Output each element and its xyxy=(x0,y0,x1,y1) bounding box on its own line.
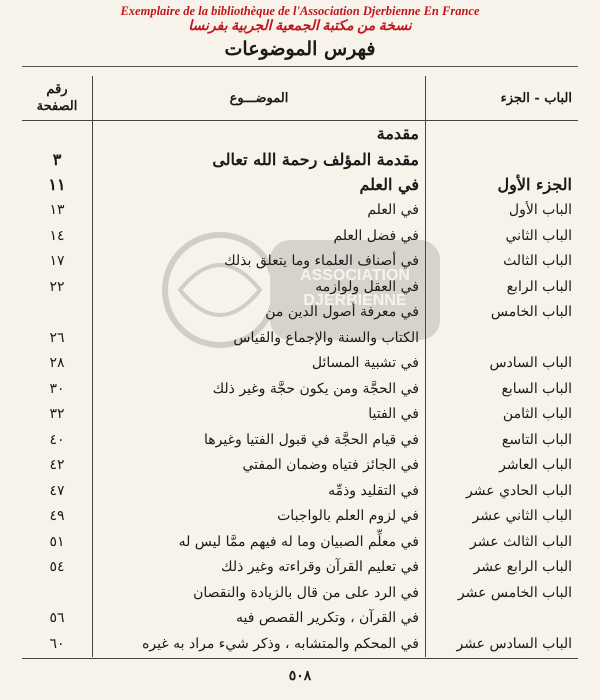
row-part xyxy=(426,325,579,351)
table-row xyxy=(22,427,578,453)
row-topic: في أصناف العلماء وما يتعلق بذلك xyxy=(93,249,426,275)
title-divider xyxy=(22,66,578,67)
table-row xyxy=(22,325,578,351)
header-part: الباب - الجزء xyxy=(426,76,579,121)
row-topic: في لزوم العلم بالواجبات xyxy=(93,504,426,530)
row-part: الباب الثامن xyxy=(502,406,572,423)
row-page xyxy=(22,580,93,606)
row-part: الباب الرابع عشر xyxy=(473,559,572,576)
header-topic: الموضـــوع xyxy=(93,76,426,121)
row-part: الباب الرابع xyxy=(506,278,572,295)
watermark-line-french: Exemplaire de la bibliothèque de l'Association Djerbienne En France xyxy=(120,4,480,18)
row-part: الباب الثاني عشر xyxy=(472,508,572,525)
row-topic: في تعليم القرآن وقراءته وغير ذلك xyxy=(93,555,426,581)
row-page: ١٤ xyxy=(49,227,65,244)
row-topic: في المحكم والمتشابه ، وذكر شيء مراد به غيره xyxy=(93,631,426,657)
row-part xyxy=(426,606,579,632)
table-row xyxy=(22,504,578,530)
table-row xyxy=(22,402,578,428)
stamp-text: ASSOCIATION xyxy=(300,267,410,284)
row-topic: في قيام الحجَّة في قبول الفتيا وغيرها xyxy=(93,427,426,453)
table-header-row xyxy=(22,76,578,121)
footer-divider xyxy=(22,658,578,659)
row-part: الباب الثالث عشر xyxy=(470,533,572,550)
row-part: الباب الثالث xyxy=(503,253,572,270)
table-row xyxy=(22,555,578,581)
row-page: ٢٦ xyxy=(49,329,65,346)
table-row xyxy=(22,249,578,275)
row-page: ٢٨ xyxy=(49,355,65,372)
row-topic: في العقل ولوازمه xyxy=(93,274,426,300)
row-page: ٥٤ xyxy=(49,559,65,576)
row-part: الباب السابع xyxy=(501,380,572,397)
svg-text:DJERBIENNE: DJERBIENNE xyxy=(303,292,407,309)
row-part xyxy=(426,121,579,147)
row-topic: في تشبية المسائل xyxy=(93,351,426,377)
row-part: الجزء الأول xyxy=(497,175,572,195)
row-part: الباب الخامس عشر xyxy=(457,584,572,601)
row-topic: في العلم xyxy=(93,172,426,198)
row-part: الباب السادس عشر xyxy=(456,635,572,652)
watermark-line-arabic: نسخة من مكتبة الجمعية الجربية بفرنسا xyxy=(188,19,412,34)
row-page: ٤٢ xyxy=(49,457,65,474)
contents-table xyxy=(22,76,578,657)
row-page xyxy=(22,121,93,147)
row-topic: في الفتيا xyxy=(93,402,426,428)
row-part: الباب الحادي عشر xyxy=(466,482,572,499)
table-row xyxy=(22,580,578,606)
table-row xyxy=(22,351,578,377)
table-row xyxy=(22,198,578,224)
row-topic: في التقليد وذمِّه xyxy=(93,478,426,504)
row-page: ٤٩ xyxy=(49,508,65,525)
table-row xyxy=(22,300,578,326)
row-topic: في الرد على من قال بالزيادة والنقصان xyxy=(93,580,426,606)
table-row xyxy=(22,274,578,300)
table-row xyxy=(22,529,578,555)
row-page: ٢٢ xyxy=(49,278,65,295)
table-row xyxy=(22,172,578,198)
table-row xyxy=(22,631,578,657)
table-row xyxy=(22,223,578,249)
row-page: ٣٢ xyxy=(49,406,65,423)
row-topic: في معلِّم الصبيان وما له فيهم ممَّا ليس له xyxy=(93,529,426,555)
table-row xyxy=(22,376,578,402)
row-part: الباب الثاني xyxy=(505,227,572,244)
row-part: الباب التاسع xyxy=(501,431,572,448)
row-page: ٤٧ xyxy=(49,482,65,499)
row-part: الباب السادس xyxy=(489,355,572,372)
row-part xyxy=(426,147,579,173)
contents-rows xyxy=(22,121,578,657)
row-topic: مقدمة المؤلف رحمة الله تعالى xyxy=(93,147,426,173)
row-page: ٥١ xyxy=(49,533,65,550)
row-page: ٦٠ xyxy=(49,635,65,652)
library-watermark xyxy=(0,4,600,34)
row-topic: في الجائز فتياه وضمان المفتي xyxy=(93,453,426,479)
header-page: رقم الصفحة xyxy=(22,76,93,121)
table-row xyxy=(22,147,578,173)
row-topic: في العلم xyxy=(93,198,426,224)
row-page: ١١ xyxy=(48,175,66,195)
row-page: ٣٠ xyxy=(49,380,65,397)
row-topic: في معرفة أصول الدين من xyxy=(93,300,426,326)
row-page: ١٣ xyxy=(49,202,65,219)
row-topic: الكتاب والسنة والإجماع والقياس xyxy=(93,325,426,351)
row-topic: في فضل العلم xyxy=(93,223,426,249)
row-topic: في الحجَّة ومن يكون حجَّة وغير ذلك xyxy=(93,376,426,402)
row-topic: في القرآن ، وتكرير القصص فيه xyxy=(93,606,426,632)
row-page: ٤٠ xyxy=(49,431,65,448)
table-row xyxy=(22,453,578,479)
row-part: الباب العاشر xyxy=(499,457,572,474)
row-page: ٣ xyxy=(52,149,62,169)
row-part: الباب الخامس xyxy=(490,304,572,321)
table-row xyxy=(22,121,578,147)
row-page xyxy=(22,300,93,326)
row-part: الباب الأول xyxy=(508,202,572,219)
row-page: ٥٦ xyxy=(49,610,65,627)
page-title: فهرس الموضوعات xyxy=(224,38,376,60)
table-row xyxy=(22,606,578,632)
table-row xyxy=(22,478,578,504)
page-number: ٥٠٨ xyxy=(288,668,312,684)
row-page: ١٧ xyxy=(49,253,65,270)
row-topic: مقدمة xyxy=(93,121,426,147)
